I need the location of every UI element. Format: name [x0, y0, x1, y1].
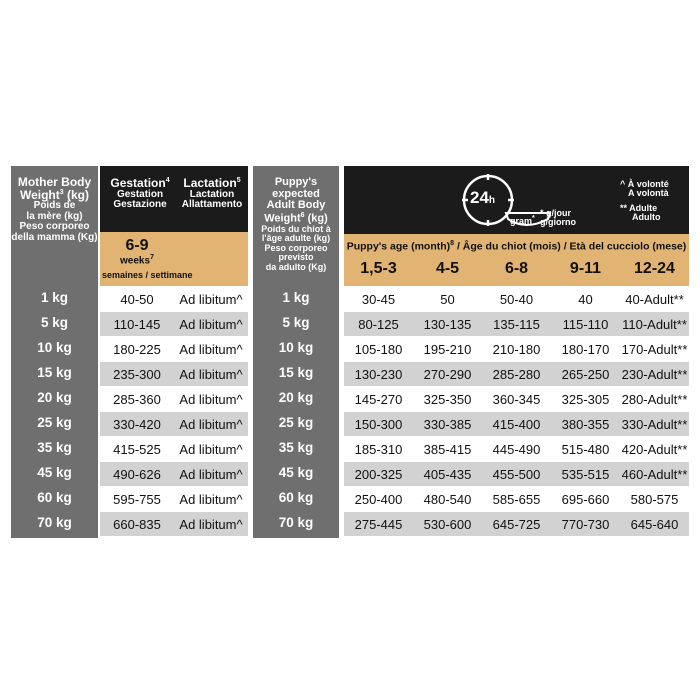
footnote-marker: 5	[236, 177, 241, 184]
lactation-header	[178, 177, 246, 211]
puppy-weight-header	[253, 177, 339, 272]
ration-cell: 330-385	[423, 416, 472, 432]
table-row	[100, 362, 248, 386]
puppy-weight-label: 70 kg	[278, 515, 314, 530]
footnote-marker: *	[532, 215, 535, 222]
table-row	[344, 462, 689, 486]
footnote-marker: 7	[150, 254, 154, 261]
gestation-label-fr: Gestation	[116, 188, 164, 200]
table-row	[344, 312, 689, 336]
lactation-value: Ad libitum^	[179, 316, 243, 332]
mother-weight-label: 45 kg	[37, 465, 72, 480]
header-line: da adulto (Kg)	[265, 261, 327, 272]
ration-cell: 585-655	[492, 491, 541, 507]
ration-cell: 135-115	[493, 316, 540, 332]
ration-cell: 380-355	[561, 416, 610, 432]
gestation-value: 180-225	[113, 341, 161, 357]
lactation-value: Ad libitum^	[179, 391, 243, 407]
ration-cell: 385-415	[423, 441, 472, 457]
ration-cell: 330-Adult**	[621, 416, 688, 432]
footnote-marker: 3	[59, 188, 64, 196]
puppy-weight-label: 15 kg	[278, 365, 314, 380]
ration-cell: 270-290	[423, 366, 472, 382]
ration-cell: 460-Adult**	[621, 466, 688, 482]
gram-label: gram	[510, 216, 533, 226]
header-line: Poids de	[33, 200, 76, 212]
age-column-header: 9-11	[569, 260, 602, 277]
ration-cell: 115-110	[562, 316, 609, 332]
legend-note: Adulto	[632, 212, 661, 223]
ration-cell: 695-660	[561, 491, 610, 507]
ration-cell: 420-Adult**	[621, 441, 688, 457]
table-row	[344, 287, 689, 311]
ration-cell: 480-540	[423, 491, 472, 507]
header-line: Puppy's expected	[272, 176, 320, 200]
lactation-value: Ad libitum^	[179, 466, 243, 482]
ration-cell: 130-135	[423, 316, 472, 332]
gestation-value: 40-50	[120, 291, 154, 307]
header-unit: (kg)	[307, 212, 328, 225]
mother-weight-label: 15 kg	[37, 365, 72, 380]
lactation-value: Ad libitum^	[179, 341, 243, 357]
gestation-label-it: Gestazione	[113, 199, 167, 211]
mother-weight-label: 5 kg	[40, 315, 68, 330]
lactation-value: Ad libitum^	[179, 416, 243, 432]
weeks-block	[100, 238, 174, 267]
age-column-header: 1,5-3	[360, 260, 397, 277]
gestation-value: 415-525	[113, 441, 161, 457]
gestation-value: 285-360	[113, 391, 161, 407]
mother-weight-header	[11, 176, 98, 243]
per-day-note	[540, 209, 576, 228]
puppy-weight-label: 35 kg	[278, 440, 314, 455]
puppy-weight-label: 25 kg	[278, 415, 314, 430]
puppy-weight-label: 60 kg	[278, 490, 314, 505]
puppy-weight-label: 45 kg	[278, 465, 314, 480]
age-title-en: Puppy's age (month)	[346, 240, 451, 253]
ration-cell: 230-Adult**	[621, 366, 688, 382]
ration-cell: 515-480	[561, 441, 610, 457]
lactation-value: Ad libitum^	[179, 441, 243, 457]
ration-cell: 535-515	[561, 466, 610, 482]
table-row	[100, 462, 248, 486]
mother-weight-label: 25 kg	[37, 415, 72, 430]
lactation-value: Ad libitum^	[179, 516, 243, 532]
table-row	[344, 487, 689, 511]
weeks-label: weeks	[120, 255, 151, 267]
mother-weight-label: 20 kg	[37, 390, 72, 405]
ration-cell: 455-500	[492, 466, 541, 482]
gestation-header	[104, 177, 176, 211]
ration-cell: 180-170	[561, 341, 610, 357]
gestation-value: 490-626	[113, 466, 161, 482]
puppy-weight-label: 5 kg	[282, 315, 310, 330]
lactation-value: Ad libitum^	[179, 291, 243, 307]
header-unit: (kg)	[67, 187, 90, 202]
gestation-value: 595-755	[113, 491, 161, 507]
per-day-it: g/giorno	[540, 217, 576, 228]
ration-cell: 250-400	[354, 491, 403, 507]
age-column-header: 6-8	[504, 260, 529, 277]
gestation-value: 330-420	[113, 416, 161, 432]
gestation-lactation-header	[100, 166, 248, 232]
header-line: della mamma (Kg)	[11, 231, 98, 243]
ration-cell: 415-400	[492, 416, 541, 432]
gestation-value: 660-835	[113, 516, 161, 532]
lactation-value: Ad libitum^	[179, 491, 243, 507]
age-column-header: 4-5	[435, 260, 460, 277]
header-line: Mother Body	[17, 175, 92, 189]
ration-cell: 325-350	[423, 391, 472, 407]
table-row	[344, 387, 689, 411]
table-row	[344, 337, 689, 361]
mother-weight-label: 35 kg	[37, 440, 72, 455]
table-row	[344, 362, 689, 386]
puppy-weight-label: 20 kg	[278, 390, 314, 405]
legend-note: ** Adulte	[620, 202, 658, 213]
mother-weight-column	[11, 166, 98, 538]
per-day-fr: * g/jour	[540, 208, 571, 218]
ration-cell: 200-325	[354, 466, 403, 482]
ration-cell: 50	[440, 291, 455, 307]
legend-note: ^ À volonté	[620, 179, 669, 189]
puppy-weight-label: 10 kg	[278, 340, 314, 355]
header-line: Weight	[19, 187, 60, 202]
ration-cell: 80-125	[358, 316, 399, 332]
mother-weight-label: 60 kg	[37, 490, 72, 505]
header-line: Weight	[264, 212, 301, 225]
header-line: Adult Body	[266, 199, 326, 212]
ration-cell: 285-280	[492, 366, 541, 382]
age-title	[344, 240, 689, 253]
gestation-value: 235-300	[113, 366, 161, 382]
age-column-header: 12-24	[634, 260, 675, 277]
ration-cell: 360-345	[492, 391, 541, 407]
table-row	[100, 387, 248, 411]
ration-cell: 445-490	[492, 441, 541, 457]
ration-cell: 530-600	[423, 516, 472, 532]
ration-cell: 580-575	[630, 491, 679, 507]
ration-cell: 40	[578, 291, 593, 307]
mother-weight-label: 70 kg	[37, 515, 72, 530]
table-row	[100, 512, 248, 536]
lactation-label-it: Allattamento	[181, 199, 243, 211]
ration-cell: 145-270	[354, 391, 403, 407]
ration-cell: 275-445	[354, 516, 403, 532]
mother-weight-label: 10 kg	[37, 340, 72, 355]
table-row	[100, 412, 248, 436]
ration-cell: 280-Adult**	[621, 391, 688, 407]
table-row	[100, 437, 248, 461]
lactation-label-fr: Lactation	[189, 188, 235, 200]
ration-cell: 110-Adult**	[622, 316, 687, 332]
footnote-marker: 8	[450, 240, 455, 247]
table-row	[100, 287, 248, 311]
age-title-rest: / Âge du chiot (mois) / Età del cucciolo (mese)	[454, 240, 687, 253]
ration-cell: 770-730	[561, 516, 610, 532]
ration-cell: 195-210	[423, 341, 472, 357]
ration-cell: 105-180	[354, 341, 403, 357]
table-row	[100, 337, 248, 361]
daily-ration-header	[344, 166, 689, 234]
header-line: Peso corporeo	[19, 221, 90, 233]
header-line: l'âge adulte (kg)	[261, 233, 331, 244]
clock-label: 24	[470, 188, 489, 207]
header-line: Peso corporeo previsto	[264, 242, 328, 263]
table-row	[344, 512, 689, 536]
ration-cell: 50-40	[499, 291, 534, 307]
clock-unit: h	[488, 195, 496, 206]
table-row	[344, 412, 689, 436]
header-line: Poids du chiot à	[261, 223, 331, 234]
puppy-weight-label: 1 kg	[282, 290, 310, 305]
weeks-value: 6-9	[125, 237, 149, 254]
legend-note: A volontà	[628, 188, 669, 199]
ration-cell: 325-305	[561, 391, 610, 407]
lactation-label: Lactation	[183, 176, 237, 190]
ration-cell: 185-310	[354, 441, 403, 457]
ration-cell: 645-640	[630, 516, 679, 532]
ration-cell: 40-Adult**	[625, 291, 684, 307]
ration-cell: 210-180	[492, 341, 541, 357]
weeks-band	[100, 232, 248, 286]
legend-notes	[620, 180, 669, 223]
puppy-weight-column	[253, 166, 339, 538]
lactation-value: Ad libitum^	[179, 366, 243, 382]
table-row	[344, 437, 689, 461]
gestation-value: 110-145	[113, 316, 161, 332]
table-row	[100, 312, 248, 336]
footnote-marker: 6	[300, 211, 305, 219]
weeks-fr-it: semaines / settimane	[102, 270, 193, 280]
mother-weight-label: 1 kg	[40, 290, 68, 305]
table-row	[100, 487, 248, 511]
ration-cell: 645-725	[492, 516, 541, 532]
ration-cell: 130-230	[354, 366, 403, 382]
gestation-label: Gestation	[110, 176, 166, 190]
ration-cell: 30-45	[361, 291, 396, 307]
age-band	[344, 234, 689, 286]
ration-cell: 170-Adult**	[621, 341, 688, 357]
ration-cell: 265-250	[561, 366, 610, 382]
ration-cell: 405-435	[423, 466, 472, 482]
footnote-marker: 4	[165, 177, 170, 184]
ration-cell: 150-300	[354, 416, 403, 432]
header-line: la mère (kg)	[26, 210, 83, 222]
age-columns	[344, 260, 689, 278]
